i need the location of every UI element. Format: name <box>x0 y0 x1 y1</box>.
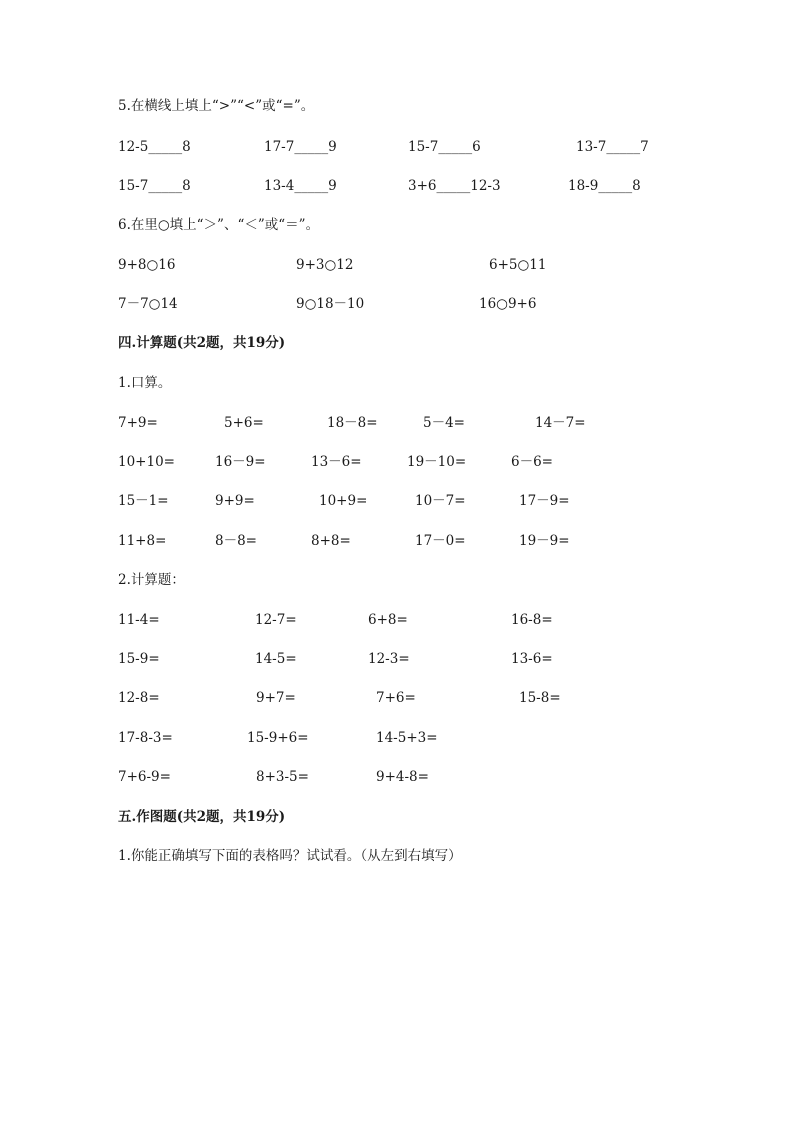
mental-math-item: 8+8= <box>311 533 351 549</box>
calc-row-3 <box>0 688 794 708</box>
q5-title: 5.在横线上填上“>”“<”或“=”。 <box>118 98 315 114</box>
circle-comparison-item: 9○18－10 <box>296 296 365 312</box>
mental-math-row-4 <box>0 531 794 551</box>
mental-math-item: 13－6= <box>311 454 362 470</box>
calc-row-5 <box>0 767 794 787</box>
q6-title: 6.在里○填上“＞”、“＜”或“＝”。 <box>118 217 320 233</box>
s5-p1-title-line <box>0 846 794 866</box>
mental-math-row-2 <box>0 452 794 472</box>
mental-math-item: 11+8= <box>118 533 167 549</box>
calc-item: 7+6= <box>376 690 416 706</box>
mental-math-item: 8－8= <box>215 533 257 549</box>
q6-row-1 <box>0 255 794 275</box>
mental-math-item: 19－9= <box>519 533 570 549</box>
problem-title: 2.计算题： <box>118 572 185 588</box>
calc-item: 8+3-5= <box>256 769 309 785</box>
calc-item: 17-8-3= <box>118 730 173 746</box>
mental-math-item: 15－1= <box>118 493 169 509</box>
calc-row-2 <box>0 649 794 669</box>
circle-comparison-item: 9+3○12 <box>296 257 354 273</box>
calc-item: 11-4= <box>118 612 160 628</box>
calc-item: 15-8= <box>519 690 561 706</box>
calc-item: 6+8= <box>368 612 408 628</box>
circle-comparison-item: 9+8○16 <box>118 257 176 273</box>
q5-row-2 <box>0 176 794 196</box>
calc-row-1 <box>0 610 794 630</box>
comparison-item: 17-7_____9 <box>264 139 337 155</box>
mental-math-item: 17－9= <box>519 493 570 509</box>
calc-row-4 <box>0 728 794 748</box>
s4-p1-title-line <box>0 373 794 393</box>
calc-item: 15-9+6= <box>247 730 309 746</box>
mental-math-item: 5－4= <box>423 415 465 431</box>
calc-item: 14-5= <box>255 651 297 667</box>
mental-math-item: 10－7= <box>415 493 466 509</box>
calc-item: 7+6-9= <box>118 769 171 785</box>
calc-item: 12-3= <box>368 651 410 667</box>
s4-p2-title-line <box>0 570 794 590</box>
comparison-item: 18-9_____8 <box>568 178 641 194</box>
calc-item: 13-6= <box>511 651 553 667</box>
mental-math-item: 6－6= <box>511 454 553 470</box>
calc-item: 15-9= <box>118 651 160 667</box>
circle-comparison-item: 6+5○11 <box>489 257 547 273</box>
calc-item: 16-8= <box>511 612 553 628</box>
mental-math-item: 5+6= <box>224 415 264 431</box>
problem-title: 1.你能正确填写下面的表格吗？试试看。（从左到右填写） <box>118 848 462 864</box>
mental-math-row-1 <box>0 413 794 433</box>
mental-math-row-3 <box>0 491 794 511</box>
q5-row-1 <box>0 137 794 157</box>
mental-math-item: 14－7= <box>535 415 586 431</box>
comparison-item: 3+6_____12-3 <box>408 178 501 194</box>
comparison-item: 13-7_____7 <box>576 139 649 155</box>
calc-item: 12-8= <box>118 690 160 706</box>
circle-comparison-item: 7－7○14 <box>118 296 178 312</box>
comparison-item: 15-7_____6 <box>408 139 481 155</box>
q6-row-2 <box>0 294 794 314</box>
mental-math-item: 10+9= <box>319 493 368 509</box>
q5-title-line <box>0 96 794 116</box>
mental-math-item: 19－10= <box>407 454 467 470</box>
mental-math-item: 9+9= <box>215 493 255 509</box>
calc-item: 9+7= <box>256 690 296 706</box>
calc-item: 9+4-8= <box>376 769 429 785</box>
mental-math-item: 17－0= <box>415 533 466 549</box>
calc-item: 14-5+3= <box>376 730 438 746</box>
comparison-item: 15-7_____8 <box>118 178 191 194</box>
section4-heading-line <box>0 333 794 353</box>
section5-heading-line <box>0 807 794 827</box>
section-heading: 五.作图题(共2题，共19分) <box>118 809 286 825</box>
section-heading: 四.计算题(共2题，共19分) <box>118 335 286 351</box>
circle-comparison-item: 16○9+6 <box>479 296 537 312</box>
mental-math-item: 18－8= <box>327 415 378 431</box>
problem-title: 1.口算。 <box>118 375 172 391</box>
q6-title-line <box>0 215 794 235</box>
comparison-item: 13-4_____9 <box>264 178 337 194</box>
mental-math-item: 10+10= <box>118 454 175 470</box>
calc-item: 12-7= <box>255 612 297 628</box>
comparison-item: 12-5_____8 <box>118 139 191 155</box>
mental-math-item: 16－9= <box>215 454 266 470</box>
mental-math-item: 7+9= <box>118 415 158 431</box>
